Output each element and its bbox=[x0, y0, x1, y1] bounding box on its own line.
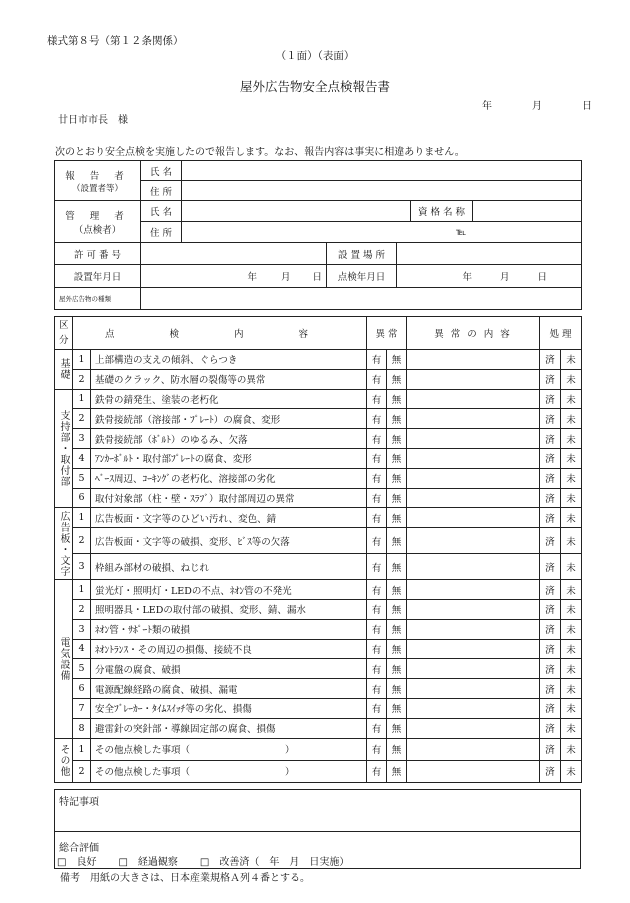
abnormal-no[interactable]: 無 bbox=[387, 528, 407, 554]
addressee: 廿日市市長 様 bbox=[58, 115, 128, 126]
action-pending[interactable]: 未 bbox=[561, 508, 582, 528]
item-text: 鉄骨接続部（溶接部・ﾌﾟﾚｰﾄ）の腐食、変形 bbox=[91, 409, 367, 429]
abnormal-detail-field[interactable] bbox=[407, 554, 540, 580]
location-label: 設 置 場 所 bbox=[327, 243, 397, 265]
checklist-header-row bbox=[55, 317, 582, 350]
table-row bbox=[55, 350, 582, 370]
table-row bbox=[55, 679, 582, 699]
action-done[interactable]: 済 bbox=[540, 468, 561, 488]
action-pending[interactable]: 未 bbox=[561, 409, 582, 429]
note: 備考 用紙の大きさは、日本産業規格Ａ列４番とする。 bbox=[60, 873, 310, 884]
reporter-label: 報 告 者 （設置者等） bbox=[55, 161, 141, 201]
ad-type-field[interactable] bbox=[141, 288, 582, 310]
item-text: ﾈｵﾝ管・ｻﾎﾟｰﾄ類の破損 bbox=[91, 619, 367, 639]
reporter-address-field[interactable] bbox=[182, 181, 582, 201]
item-number: 1 bbox=[73, 508, 91, 528]
item-text: 鉄骨の錆発生、塗装の老朽化 bbox=[91, 389, 367, 409]
abnormal-yes[interactable]: 有 bbox=[367, 350, 387, 370]
document-title: 屋外広告物安全点検報告書 bbox=[239, 79, 390, 94]
item-number: 2 bbox=[73, 409, 91, 429]
category-label: 電気設備 bbox=[55, 580, 73, 738]
table-row bbox=[55, 619, 582, 639]
item-number: 4 bbox=[73, 448, 91, 468]
abnormal-yes[interactable]: 有 bbox=[367, 528, 387, 554]
action-done[interactable]: 済 bbox=[540, 659, 561, 679]
action-done[interactable]: 済 bbox=[540, 409, 561, 429]
table-row bbox=[55, 718, 582, 738]
action-done[interactable]: 済 bbox=[540, 554, 561, 580]
table-row bbox=[55, 389, 582, 409]
action-done[interactable]: 済 bbox=[540, 350, 561, 370]
checklist-table bbox=[54, 316, 582, 783]
action-pending[interactable]: 未 bbox=[561, 760, 582, 782]
abnormal-no[interactable]: 無 bbox=[387, 718, 407, 738]
report-year-label: 年 bbox=[482, 101, 492, 112]
category-label: 広告板・文字 bbox=[55, 508, 73, 580]
abnormal-detail-field[interactable] bbox=[407, 760, 540, 782]
item-text: 避雷針の突針部・導線固定部の腐食、損傷 bbox=[91, 718, 367, 738]
abnormal-yes[interactable]: 有 bbox=[367, 448, 387, 468]
abnormal-no[interactable]: 無 bbox=[387, 698, 407, 718]
item-text: 安全ﾌﾞﾚｰｶｰ・ﾀｲﾑｽｲｯﾁ等の劣化、損傷 bbox=[91, 698, 367, 718]
table-row bbox=[55, 580, 582, 600]
abnormal-detail-field[interactable] bbox=[407, 429, 540, 449]
abnormal-no[interactable]: 無 bbox=[387, 429, 407, 449]
abnormal-yes[interactable]: 有 bbox=[367, 554, 387, 580]
info-table bbox=[54, 160, 582, 310]
abnormal-no[interactable]: 無 bbox=[387, 659, 407, 679]
abnormal-yes[interactable]: 有 bbox=[367, 738, 387, 760]
action-done[interactable]: 済 bbox=[540, 580, 561, 600]
abnormal-no[interactable]: 無 bbox=[387, 468, 407, 488]
item-number: 2 bbox=[73, 369, 91, 389]
abnormal-detail-field[interactable] bbox=[407, 350, 540, 370]
item-text: 蛍光灯・照明灯・LEDの不点、ﾈｵﾝ管の不発光 bbox=[91, 580, 367, 600]
abnormal-yes[interactable]: 有 bbox=[367, 619, 387, 639]
action-done[interactable]: 済 bbox=[540, 448, 561, 468]
report-month-label: 月 bbox=[532, 101, 542, 112]
item-number: 5 bbox=[73, 468, 91, 488]
item-number: 6 bbox=[73, 679, 91, 699]
report-day-label: 日 bbox=[582, 101, 592, 112]
item-number: 2 bbox=[73, 528, 91, 554]
table-row bbox=[55, 468, 582, 488]
action-done[interactable]: 済 bbox=[540, 698, 561, 718]
install-date-field[interactable]: 年 月 日 bbox=[141, 265, 327, 288]
abnormal-detail-field[interactable] bbox=[407, 619, 540, 639]
action-done[interactable]: 済 bbox=[540, 760, 561, 782]
inspector-name-field[interactable] bbox=[182, 201, 411, 222]
abnormal-detail-field[interactable] bbox=[407, 448, 540, 468]
item-text: 取付対象部（柱・壁・ｽﾗﾌﾞ）取付部周辺の異常 bbox=[91, 488, 367, 508]
table-row bbox=[55, 508, 582, 528]
statement: 次のとおり安全点検を実施したので報告します。なお、報告内容は事実に相違ありません。 bbox=[55, 147, 465, 158]
action-pending[interactable]: 未 bbox=[561, 448, 582, 468]
abnormal-detail-field[interactable] bbox=[407, 369, 540, 389]
eval-option-observe[interactable]: □ 経過観察 bbox=[118, 857, 178, 868]
abnormal-detail-field[interactable] bbox=[407, 580, 540, 600]
abnormal-yes[interactable]: 有 bbox=[367, 389, 387, 409]
evaluation-label: 総合評価 bbox=[59, 843, 99, 854]
item-number: 1 bbox=[73, 389, 91, 409]
reporter-address-label: 住 所 bbox=[141, 181, 182, 201]
inspector-name-label: 氏 名 bbox=[141, 201, 182, 222]
action-pending[interactable]: 未 bbox=[561, 350, 582, 370]
abnormal-yes[interactable]: 有 bbox=[367, 718, 387, 738]
action-done[interactable]: 済 bbox=[540, 389, 561, 409]
action-pending[interactable]: 未 bbox=[561, 554, 582, 580]
qualification-field[interactable] bbox=[473, 201, 582, 222]
abnormal-detail-field[interactable] bbox=[407, 738, 540, 760]
action-pending[interactable]: 未 bbox=[561, 619, 582, 639]
abnormal-detail-field[interactable] bbox=[407, 409, 540, 429]
item-text: 電源配線経路の腐食、破損、漏電 bbox=[91, 679, 367, 699]
action-done[interactable]: 済 bbox=[540, 488, 561, 508]
abnormal-detail-field[interactable] bbox=[407, 508, 540, 528]
item-text: 広告板面・文字等のひどい汚れ、変色、錆 bbox=[91, 508, 367, 528]
action-pending[interactable]: 未 bbox=[561, 659, 582, 679]
abnormal-detail-field[interactable] bbox=[407, 389, 540, 409]
abnormal-no[interactable]: 無 bbox=[387, 639, 407, 659]
item-number: 8 bbox=[73, 718, 91, 738]
action-pending[interactable]: 未 bbox=[561, 639, 582, 659]
inspector-label: 管 理 者 （点検者） bbox=[55, 201, 141, 243]
action-pending[interactable]: 未 bbox=[561, 389, 582, 409]
abnormal-no[interactable]: 無 bbox=[387, 760, 407, 782]
action-pending[interactable]: 未 bbox=[561, 679, 582, 699]
item-text: 広告板面・文字等の破損、変形、ﾋﾞｽ等の欠落 bbox=[91, 528, 367, 554]
item-text: ﾍﾞｰｽ周辺、ｺｰｷﾝｸﾞの老朽化、溶接部の劣化 bbox=[91, 468, 367, 488]
tel-label: ℡ bbox=[456, 226, 467, 238]
remarks-box[interactable] bbox=[54, 789, 581, 832]
action-pending[interactable]: 未 bbox=[561, 468, 582, 488]
item-number: 3 bbox=[73, 429, 91, 449]
item-number: 5 bbox=[73, 659, 91, 679]
item-text: その他点検した事項（ ） bbox=[91, 760, 367, 782]
table-row bbox=[55, 738, 582, 760]
inspect-date-label: 点検年月日 bbox=[327, 265, 397, 288]
item-number: 1 bbox=[73, 580, 91, 600]
abnormal-no[interactable]: 無 bbox=[387, 409, 407, 429]
abnormal-yes[interactable]: 有 bbox=[367, 488, 387, 508]
abnormal-yes[interactable]: 有 bbox=[367, 639, 387, 659]
abnormal-no[interactable]: 無 bbox=[387, 448, 407, 468]
item-number: 4 bbox=[73, 639, 91, 659]
action-done[interactable]: 済 bbox=[540, 528, 561, 554]
action-pending[interactable]: 未 bbox=[561, 580, 582, 600]
install-date-label: 設置年月日 bbox=[55, 265, 141, 288]
evaluation-options bbox=[57, 853, 371, 868]
action-done[interactable]: 済 bbox=[540, 679, 561, 699]
item-text: 鉄骨接続部（ﾎﾞﾙﾄ）のゆるみ、欠落 bbox=[91, 429, 367, 449]
abnormal-no[interactable]: 無 bbox=[387, 350, 407, 370]
inspect-date-field[interactable]: 年 月 日 bbox=[397, 265, 582, 288]
abnormal-yes[interactable]: 有 bbox=[367, 679, 387, 699]
item-number: 2 bbox=[73, 760, 91, 782]
abnormal-detail-field[interactable] bbox=[407, 698, 540, 718]
abnormal-no[interactable]: 無 bbox=[387, 580, 407, 600]
qualification-label: 資 格 名 称 bbox=[411, 201, 473, 222]
item-text: ﾈｵﾝﾄﾗﾝｽ・その周辺の損傷、接続不良 bbox=[91, 639, 367, 659]
permit-number-field[interactable] bbox=[141, 243, 327, 265]
ad-type-label: 屋外広告物の種類 bbox=[55, 288, 141, 310]
action-pending[interactable]: 未 bbox=[561, 488, 582, 508]
abnormal-yes[interactable]: 有 bbox=[367, 599, 387, 619]
abnormal-yes[interactable]: 有 bbox=[367, 369, 387, 389]
abnormal-detail-field[interactable] bbox=[407, 468, 540, 488]
abnormal-yes[interactable]: 有 bbox=[367, 698, 387, 718]
action-header: 処 理 bbox=[540, 317, 582, 350]
action-done[interactable]: 済 bbox=[540, 508, 561, 528]
action-pending[interactable]: 未 bbox=[561, 369, 582, 389]
action-done[interactable]: 済 bbox=[540, 369, 561, 389]
abnormal-detail-field[interactable] bbox=[407, 528, 540, 554]
eval-option-improved[interactable]: □ 改善済（ 年 月 日実施） bbox=[199, 857, 350, 868]
abnormal-no[interactable]: 無 bbox=[387, 738, 407, 760]
abnormal-no[interactable]: 無 bbox=[387, 369, 407, 389]
abnormal-yes[interactable]: 有 bbox=[367, 580, 387, 600]
report-date[interactable] bbox=[482, 97, 592, 112]
action-pending[interactable]: 未 bbox=[561, 738, 582, 760]
inspector-address-field[interactable] bbox=[182, 222, 582, 243]
abnormal-yes[interactable]: 有 bbox=[367, 409, 387, 429]
form-number: 様式第８号（第１２条関係） bbox=[47, 35, 184, 47]
item-number: 1 bbox=[73, 738, 91, 760]
table-row bbox=[55, 760, 582, 782]
reporter-name-label: 氏 名 bbox=[141, 161, 182, 181]
table-row bbox=[55, 659, 582, 679]
action-done[interactable]: 済 bbox=[540, 619, 561, 639]
abnormal-yes[interactable]: 有 bbox=[367, 659, 387, 679]
category-label: 支持部・取付部 bbox=[55, 389, 73, 508]
item-number: 7 bbox=[73, 698, 91, 718]
action-done[interactable]: 済 bbox=[540, 429, 561, 449]
abnormal-yes[interactable]: 有 bbox=[367, 468, 387, 488]
abnormal-no[interactable]: 無 bbox=[387, 488, 407, 508]
action-pending[interactable]: 未 bbox=[561, 429, 582, 449]
action-pending[interactable]: 未 bbox=[561, 698, 582, 718]
action-done[interactable]: 済 bbox=[540, 738, 561, 760]
abnormal-detail-field[interactable] bbox=[407, 488, 540, 508]
abnormal-yes[interactable]: 有 bbox=[367, 760, 387, 782]
category-header: 区分 bbox=[55, 317, 73, 350]
category-label: その他 bbox=[55, 738, 73, 782]
item-header: 点 検 内 容 bbox=[73, 317, 367, 350]
table-row bbox=[55, 369, 582, 389]
category-label: 基礎 bbox=[55, 350, 73, 390]
action-pending[interactable]: 未 bbox=[561, 599, 582, 619]
item-text: ｱﾝｶｰﾎﾞﾙﾄ・取付部ﾌﾟﾚｰﾄの腐食、変形 bbox=[91, 448, 367, 468]
table-row bbox=[55, 429, 582, 449]
action-done[interactable]: 済 bbox=[540, 718, 561, 738]
table-row bbox=[55, 599, 582, 619]
item-text: 上部構造の支えの傾斜、ぐらつき bbox=[91, 350, 367, 370]
table-row bbox=[55, 554, 582, 580]
abnormal-yes[interactable]: 有 bbox=[367, 429, 387, 449]
abnormal-no[interactable]: 無 bbox=[387, 599, 407, 619]
abnormal-no[interactable]: 無 bbox=[387, 619, 407, 639]
abnormal-no[interactable]: 無 bbox=[387, 554, 407, 580]
reporter-name-field[interactable] bbox=[182, 161, 582, 181]
action-done[interactable]: 済 bbox=[540, 599, 561, 619]
item-number: 6 bbox=[73, 488, 91, 508]
table-row bbox=[55, 488, 582, 508]
action-pending[interactable]: 未 bbox=[561, 718, 582, 738]
abnormal-no[interactable]: 無 bbox=[387, 508, 407, 528]
item-number: 2 bbox=[73, 599, 91, 619]
item-number: 3 bbox=[73, 554, 91, 580]
item-text: 枠組み部材の破損、ねじれ bbox=[91, 554, 367, 580]
remarks-label: 特記事項 bbox=[59, 797, 99, 808]
abnormal-detail-field[interactable] bbox=[407, 599, 540, 619]
item-number: 3 bbox=[73, 619, 91, 639]
abnormal-detail-header: 異 常 の 内 容 bbox=[407, 317, 540, 350]
abnormal-header: 異 常 bbox=[367, 317, 407, 350]
abnormal-no[interactable]: 無 bbox=[387, 389, 407, 409]
permit-number-label: 許 可 番 号 bbox=[55, 243, 141, 265]
abnormal-yes[interactable]: 有 bbox=[367, 508, 387, 528]
abnormal-no[interactable]: 無 bbox=[387, 679, 407, 699]
table-row bbox=[55, 409, 582, 429]
item-number: 1 bbox=[73, 350, 91, 370]
eval-option-good[interactable]: □ 良好 bbox=[57, 857, 97, 868]
action-done[interactable]: 済 bbox=[540, 639, 561, 659]
item-text: 照明器具・LEDの取付部の破損、変形、錆、漏水 bbox=[91, 599, 367, 619]
page-label: （１面）（表面） bbox=[275, 50, 355, 62]
item-text: 基礎のクラック、防水層の裂傷等の異常 bbox=[91, 369, 367, 389]
item-text: 分電盤の腐食、破損 bbox=[91, 659, 367, 679]
table-row bbox=[55, 528, 582, 554]
evaluation-box bbox=[54, 831, 581, 869]
item-text: その他点検した事項（ ） bbox=[91, 738, 367, 760]
table-row bbox=[55, 698, 582, 718]
location-field[interactable] bbox=[397, 243, 582, 265]
abnormal-detail-field[interactable] bbox=[407, 659, 540, 679]
table-row bbox=[55, 639, 582, 659]
action-pending[interactable]: 未 bbox=[561, 528, 582, 554]
abnormal-detail-field[interactable] bbox=[407, 718, 540, 738]
abnormal-detail-field[interactable] bbox=[407, 679, 540, 699]
inspector-address-label: 住 所 bbox=[141, 222, 182, 243]
table-row bbox=[55, 448, 582, 468]
abnormal-detail-field[interactable] bbox=[407, 639, 540, 659]
